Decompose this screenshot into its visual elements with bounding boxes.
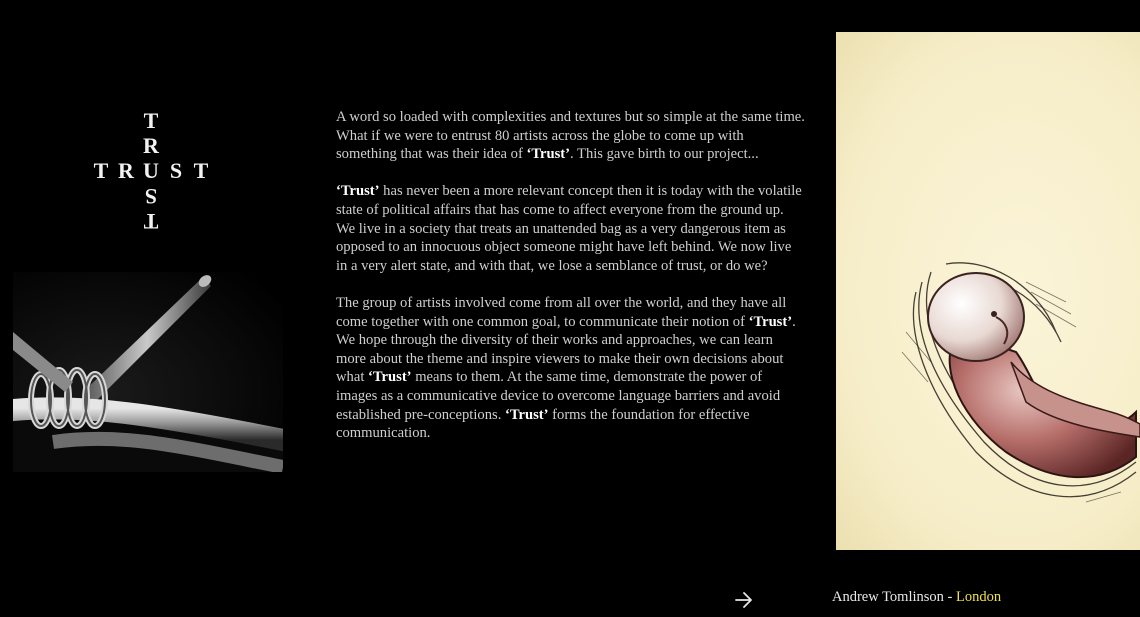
artwork-image (836, 32, 1140, 550)
arrow-right-icon (733, 590, 755, 610)
logo-letter: R (143, 133, 159, 158)
logo-letter: S (169, 158, 183, 183)
artist-name: Andrew Tomlinson (832, 589, 944, 605)
logo-letter: T (143, 108, 159, 133)
logo-letter: T (193, 158, 209, 183)
next-arrow-button[interactable] (733, 590, 755, 610)
barbed-wire-image (13, 272, 283, 472)
intro-paragraph-2: ‘Trust’ has never been a more relevant concept then it is today with the volatile state of political affairs that has come to affect everyone from the ground up. We live in a society that treats an unattended bag as a very dangerous item as opposed to an innocuous object someone might have left behind. We now live in a very alert state, and with that, we lose a semblance of trust, or do we? (336, 183, 802, 274)
credit-separator: - (943, 589, 956, 605)
artwork-panel[interactable] (836, 32, 1140, 550)
logo-letter: T (143, 209, 159, 234)
logo-letter: R (118, 158, 134, 183)
logo-letter: T (93, 158, 109, 183)
barbed-wire-photo (13, 272, 283, 472)
logo-letter: U (143, 158, 159, 183)
intro-text (336, 108, 806, 461)
intro-paragraph-3: The group of artists involved come from all over the world, and they have all come together with one common goal, to communicate their notion of ‘Trust’. We hope through the diversity of their works and approaches, we can learn more about the theme and inspire viewers to make their own decisions about what ‘Trust’ means to them. At the same time, demonstrate the power of images as a communicative device to overcome language barriers and avoid established pre-conceptions. ‘Trust’ forms the foundation for effective communication. (336, 294, 796, 442)
trust-logo (88, 106, 216, 234)
artist-city: London (956, 589, 1002, 605)
intro-paragraph-1: A word so loaded with complexities and textures but so simple at the same time. What if we were to entrust 80 artists across the globe to come up with something that was their idea of ‘Trust’. This gave birth to our project... (336, 109, 805, 163)
logo-letter: S (144, 184, 158, 209)
artist-credit (832, 589, 1001, 606)
